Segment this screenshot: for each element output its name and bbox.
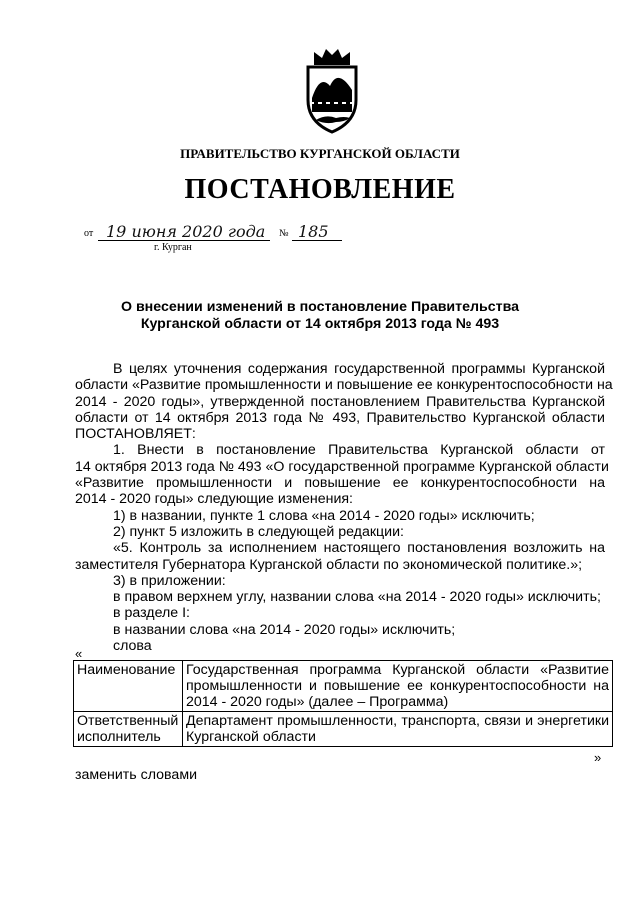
government-name: ПРАВИТЕЛЬСТВО КУРГАНСКОЙ ОБЛАСТИ xyxy=(180,146,460,161)
date-prefix: от xyxy=(84,228,94,239)
list-item: 3) в приложении: xyxy=(113,572,226,589)
paragraph-line: ПОСТАНОВЛЯЕТ: xyxy=(75,426,196,443)
coat-of-arms-emblem xyxy=(300,46,364,134)
paragraph-line: заместителя Губернатора Курганской области по экономической политике.»; xyxy=(75,556,583,573)
program-passport-table xyxy=(73,660,613,747)
handwritten-number: 185 xyxy=(298,222,329,241)
list-item: «5. Контроль за исполнением настоящего постановления возложить на xyxy=(113,540,605,557)
paragraph-line: области от 14 октября 2013 года № 493, Правительство Курганской области xyxy=(75,409,605,426)
paragraph-line: «Развитие промышленности и повышение ее конкурентоспособности на xyxy=(75,475,605,492)
paragraph-line: 2014 - 2020 годы», утвержденной постановлением Правительства Курганской xyxy=(75,393,605,410)
paragraph-line: 14 октября 2013 года № 493 «О государственной программе Курганской области xyxy=(75,458,609,475)
decree-title-line-1: О внесении изменений в постановление Правительства xyxy=(120,299,519,315)
document-type-heading: ПОСТАНОВЛЕНИЕ xyxy=(184,174,456,205)
table-cell-value: Департамент промышленности, транспорта, связи и энергетики Курганской области xyxy=(183,712,613,747)
table-row xyxy=(74,712,613,747)
body-text xyxy=(75,361,613,655)
opening-quote: « xyxy=(75,646,83,661)
paragraph-line: 1. Внести в постановление Правительства Курганской области от xyxy=(113,442,605,459)
replace-with-text: заменить словами xyxy=(75,767,198,783)
table-cell-label: Ответственный исполнитель xyxy=(74,712,183,747)
table-cell-value: Государственная программа Курганской области «Развитие промышленности и повышение ее конкурентоспособности на 2014 - 2020 годы» (далее – Программа) xyxy=(183,661,613,712)
city-label: г. Курган xyxy=(154,242,192,253)
list-item: слова xyxy=(113,638,152,655)
decree-title-line-2: Курганской области от 14 октября 2013 года № 493 xyxy=(140,316,500,332)
list-item: 2) пункт 5 изложить в следующей редакции: xyxy=(113,523,404,540)
table-cell-label: Наименование xyxy=(74,661,183,712)
list-item: в правом верхнем углу, названии слова «на 2014 - 2020 годы» исключить; xyxy=(113,589,601,606)
list-item: в названии слова «на 2014 - 2020 годы» исключить; xyxy=(113,621,456,638)
paragraph-line: области «Развитие промышленности и повышение ее конкурентоспособности на xyxy=(75,377,613,394)
paragraph-line: В целях уточнения содержания государственной программы Курганской xyxy=(113,361,605,377)
list-item: в разделе I: xyxy=(113,605,190,622)
handwritten-date: 19 июня 2020 года xyxy=(106,222,266,241)
paragraph-line: 2014 - 2020 годы» следующие изменения: xyxy=(75,491,353,508)
list-item: 1) в названии, пункте 1 слова «на 2014 - 2020 годы» исключить; xyxy=(113,507,535,524)
number-sign: № xyxy=(279,228,289,239)
closing-quote: » xyxy=(594,750,602,765)
table-row xyxy=(74,661,613,712)
